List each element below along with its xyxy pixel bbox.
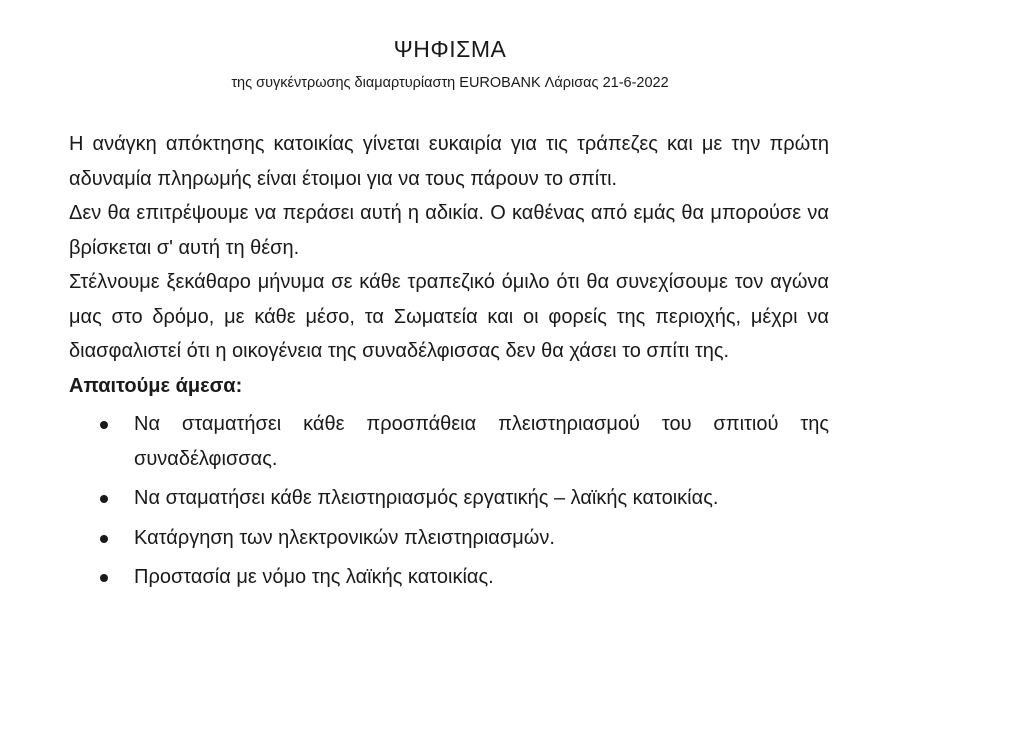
list-item-text: Να σταματήσει κάθε πλειστηριασμός εργατικής – λαϊκής κατοικίας. bbox=[134, 487, 719, 509]
list-item-text: Προστασία με νόμο της λαϊκής κατοικίας. bbox=[134, 566, 494, 588]
list-item bbox=[69, 521, 829, 556]
document-title: ΨΗΦΙΣΜΑ bbox=[393, 36, 507, 62]
bullet-icon bbox=[100, 421, 108, 429]
paragraph: Δεν θα επιτρέψουμε να περάσει αυτή η αδικία. Ο καθένας από εμάς θα μπορούσε να βρίσκεται σ' αυτή τη θέση. bbox=[69, 202, 829, 259]
bullet-icon bbox=[100, 574, 108, 582]
list-item bbox=[69, 560, 829, 595]
bullet-icon bbox=[100, 535, 108, 543]
demands-list bbox=[69, 407, 829, 595]
bullet-icon bbox=[100, 495, 108, 503]
demands-heading: Απαιτούμε άμεσα: bbox=[69, 374, 243, 397]
list-item bbox=[69, 481, 829, 516]
paragraph: Στέλνουμε ξεκάθαρο μήνυμα σε κάθε τραπεζικό όμιλο ότι θα συνεχίσουμε τον αγώνα μας στο δρόμο, με κάθε μέσο, τα Σωματεία και οι φορείς της περιοχής, μέχρι να διασφαλιστεί ότι η οικογένεια της συναδέλφισσας δεν θα χάσει το σπίτι της. bbox=[69, 271, 829, 362]
list-item-text: Να σταματήσει κάθε προσπάθεια πλειστηριασμού του σπιτιού της συναδέλφισσας. bbox=[134, 413, 829, 470]
paragraph: Η ανάγκη απόκτησης κατοικίας γίνεται ευκαιρία για τις τράπεζες και με την πρώτη αδυναμία πληρωμής είναι έτοιμοι για να τους πάρουν το σπίτι. bbox=[69, 133, 829, 190]
document-subtitle: της συγκέντρωσης διαμαρτυρίαστη EUROBANK Λάρισας 21-6-2022 bbox=[231, 75, 669, 91]
document-body bbox=[69, 127, 829, 600]
list-item-text: Κατάργηση των ηλεκτρονικών πλειστηριασμών. bbox=[134, 526, 555, 549]
list-item bbox=[69, 407, 829, 476]
